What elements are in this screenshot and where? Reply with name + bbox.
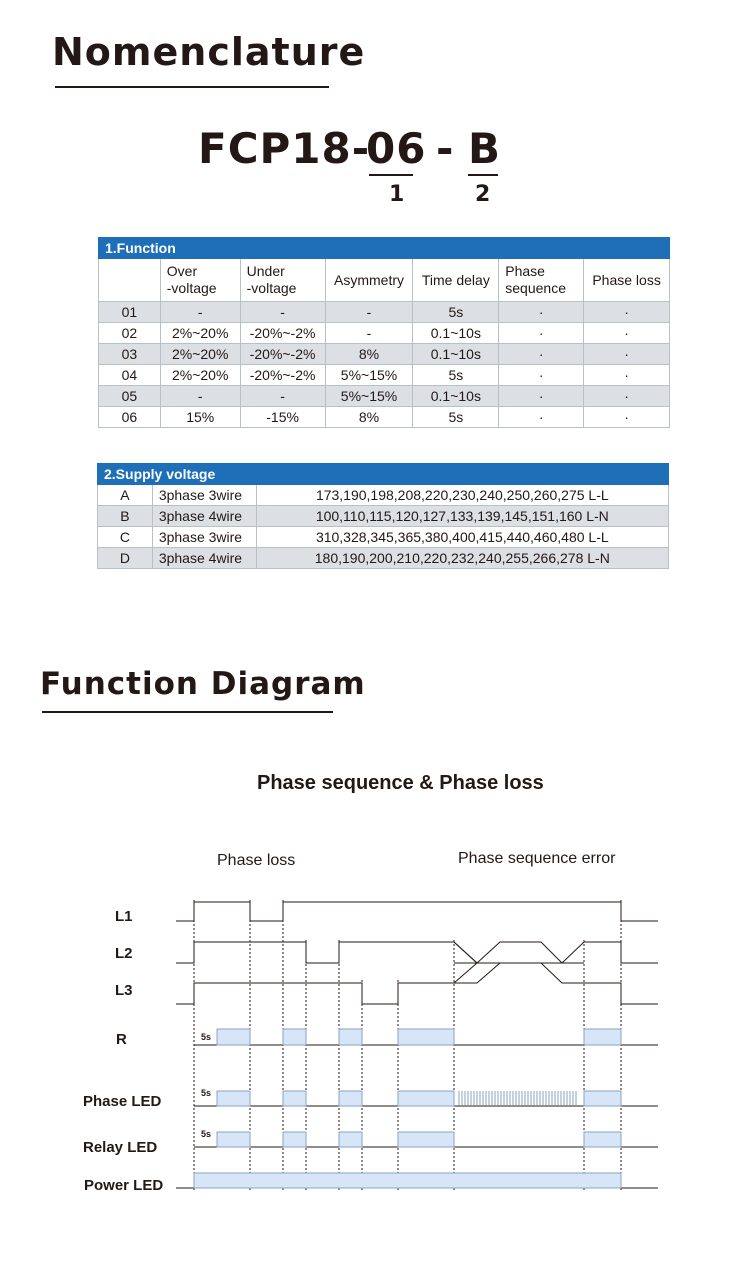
cell-code: B — [98, 506, 153, 527]
label-phase-sequence-error: Phase sequence error — [458, 850, 616, 867]
cell-volts: 310,328,345,365,380,400,415,440,460,480 L-L — [256, 527, 668, 548]
relay-led-pulse — [283, 1132, 306, 1147]
cell-over: 2%~20% — [160, 344, 240, 365]
supply-table-title: 2.Supply voltage — [98, 464, 669, 485]
signal-label-l3: L3 — [115, 982, 133, 999]
cell-over: 15% — [160, 407, 240, 428]
header-asymmetry: Asymmetry — [325, 259, 413, 302]
r-pulse — [339, 1029, 362, 1045]
signal-label-l1: L1 — [115, 908, 133, 925]
r-pulse — [398, 1029, 454, 1045]
cell-asym: 8% — [325, 407, 413, 428]
cell-wire: 3phase 3wire — [152, 527, 256, 548]
cell-volts: 100,110,115,120,127,133,139,145,151,160 L-N — [256, 506, 668, 527]
r-pulse — [217, 1029, 250, 1045]
code-prefix: FCP18- — [198, 124, 371, 173]
signal-label-phase-led: Phase LED — [83, 1093, 162, 1110]
diagram-subtitle: Phase sequence & Phase loss — [257, 772, 544, 794]
cell-under: -20%~-2% — [240, 344, 325, 365]
code-part2: B — [468, 124, 502, 173]
cell-loss: · — [584, 386, 670, 407]
function-diagram-title: Function Diagram — [40, 666, 366, 702]
l3-waveform — [176, 963, 658, 1004]
cell-delay: 0.1~10s — [413, 344, 499, 365]
signal-label-r: R — [116, 1031, 127, 1048]
cell-delay: 5s — [413, 365, 499, 386]
cell-wire: 3phase 4wire — [152, 548, 256, 569]
cell-wire: 3phase 3wire — [152, 485, 256, 506]
cell-seq: · — [499, 344, 584, 365]
cell-loss: · — [584, 365, 670, 386]
cell-under: - — [240, 302, 325, 323]
relay-led-pulse — [398, 1132, 454, 1147]
cell-seq: · — [499, 302, 584, 323]
cell-volts: 173,190,198,208,220,230,240,250,260,275 L-L — [256, 485, 668, 506]
cell-volts: 180,190,200,210,220,232,240,255,266,278 L-N — [256, 548, 668, 569]
code-marker-1: 1 — [389, 182, 405, 207]
cell-code: D — [98, 548, 153, 569]
delay-label-r: 5s — [201, 1032, 212, 1042]
nomenclature-title: Nomenclature — [52, 30, 366, 74]
cell-asym: - — [325, 323, 413, 344]
cell-under: -20%~-2% — [240, 365, 325, 386]
cell-code: C — [98, 527, 153, 548]
code-part1: 06 — [366, 124, 427, 173]
header-under-voltage: Under -voltage — [240, 259, 325, 302]
cell-loss: · — [584, 344, 670, 365]
label-phase-loss: Phase loss — [217, 852, 296, 869]
cell-loss: · — [584, 407, 670, 428]
cell-over: - — [160, 302, 240, 323]
l1-waveform — [176, 902, 658, 921]
r-pulse — [283, 1029, 306, 1045]
cell-under: - — [240, 386, 325, 407]
cell-loss: · — [584, 323, 670, 344]
relay-led-pulse — [584, 1132, 621, 1147]
relay-led-pulse — [217, 1132, 250, 1147]
relay-led-pulse — [339, 1132, 362, 1147]
cell-seq: · — [499, 323, 584, 344]
cell-code: 02 — [99, 323, 161, 344]
power-led-bar — [194, 1173, 621, 1188]
l2-cross — [454, 942, 477, 963]
l3-cross — [454, 963, 477, 983]
cell-over: 2%~20% — [160, 365, 240, 386]
phase-led-pulse — [217, 1091, 250, 1106]
cell-delay: 0.1~10s — [413, 323, 499, 344]
header-phase-loss: Phase loss — [584, 259, 670, 302]
signal-label-relay-led: Relay LED — [83, 1139, 158, 1156]
phase-led-flashing — [459, 1091, 576, 1105]
cell-code: 04 — [99, 365, 161, 386]
phase-led-pulse — [339, 1091, 362, 1106]
cell-delay: 5s — [413, 407, 499, 428]
header-over-voltage: Over -voltage — [160, 259, 240, 302]
cell-over: 2%~20% — [160, 323, 240, 344]
cell-delay: 5s — [413, 302, 499, 323]
cell-asym: 5%~15% — [325, 365, 413, 386]
cell-seq: · — [499, 386, 584, 407]
l2-cross-hidden — [500, 942, 541, 952]
cell-code: 06 — [99, 407, 161, 428]
cell-asym: - — [325, 302, 413, 323]
signal-label-power-led: Power LED — [84, 1177, 164, 1194]
phase-led-pulse — [398, 1091, 454, 1106]
signal-label-l2: L2 — [115, 945, 133, 962]
delay-label-relay-led: 5s — [201, 1129, 212, 1139]
code-marker-2: 2 — [475, 182, 491, 207]
function-table-title: 1.Function — [99, 238, 670, 259]
cell-code: 03 — [99, 344, 161, 365]
cell-under: -20%~-2% — [240, 323, 325, 344]
cell-code: 05 — [99, 386, 161, 407]
cell-code: 01 — [99, 302, 161, 323]
phase-led-pulse — [584, 1091, 621, 1106]
cell-code: A — [98, 485, 153, 506]
r-pulse — [584, 1029, 621, 1045]
cell-wire: 3phase 4wire — [152, 506, 256, 527]
cell-asym: 8% — [325, 344, 413, 365]
l2-waveform — [176, 942, 658, 963]
cell-loss: · — [584, 302, 670, 323]
header-phase-sequence: Phase sequence — [499, 259, 584, 302]
cell-delay: 0.1~10s — [413, 386, 499, 407]
cell-under: -15% — [240, 407, 325, 428]
cell-seq: · — [499, 407, 584, 428]
cell-asym: 5%~15% — [325, 386, 413, 407]
phase-led-pulse — [283, 1091, 306, 1106]
cell-over: - — [160, 386, 240, 407]
delay-label-phase-led: 5s — [201, 1088, 212, 1098]
header-time-delay: Time delay — [413, 259, 499, 302]
cell-seq: · — [499, 365, 584, 386]
code-separator: - — [436, 124, 455, 173]
